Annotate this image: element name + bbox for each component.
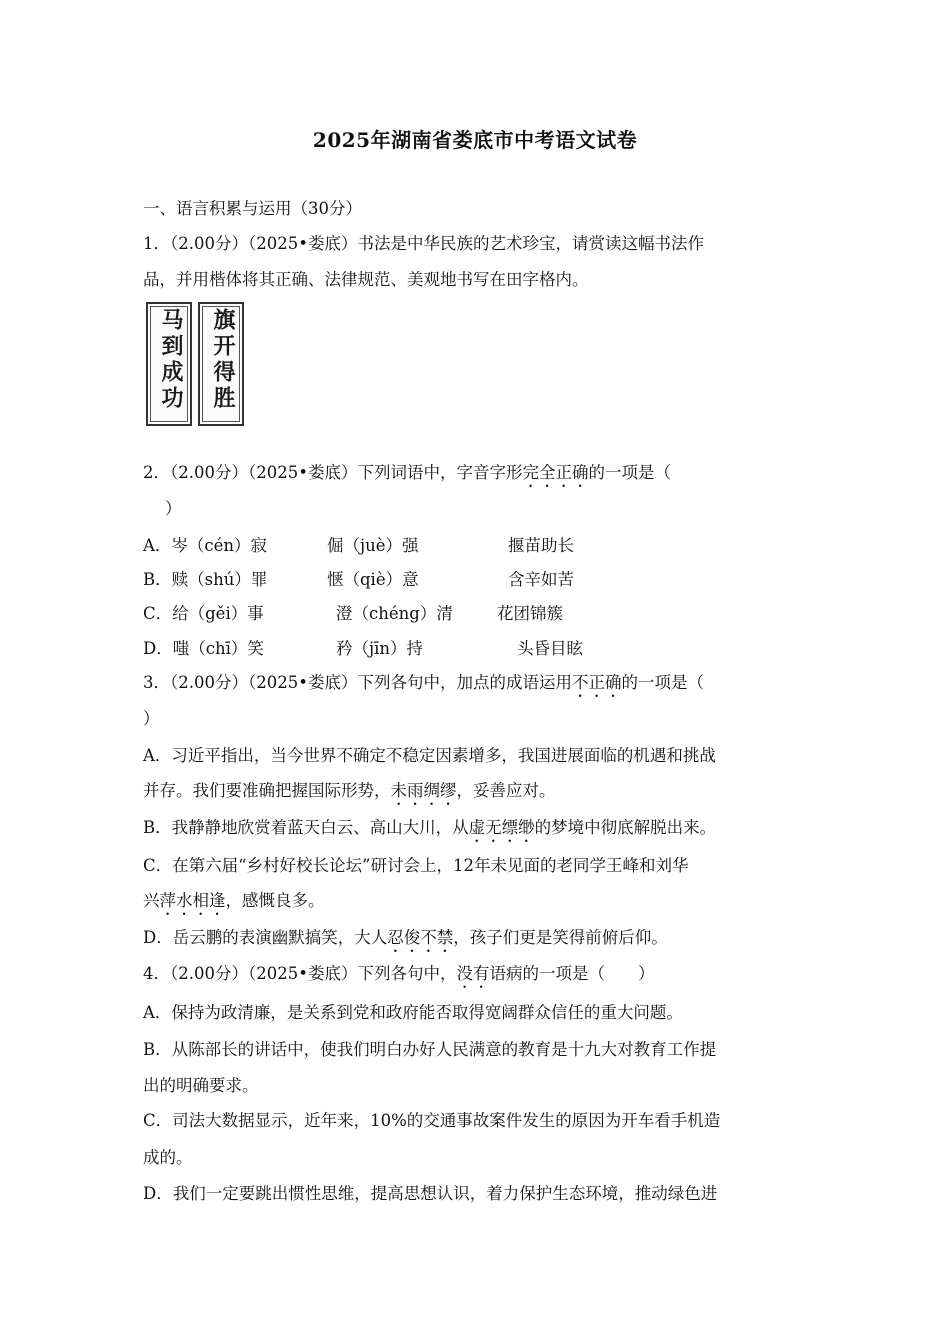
q2-line-1 [143,462,671,491]
q4-option-d-line-1: D．我们一定要跳出惯性思维，提高思想认识，着力保护生态环境，推动绿色进 [143,1184,718,1203]
q3-emphasis: 不正确 [571,673,622,692]
q4-option-c-line-1: C．司法大数据显示，近年来，10%的交通事故案件发生的原因为开车看手机造 [143,1111,721,1130]
q4-line-1 [143,963,654,992]
q3-b-text: B．我静静地欣赏着蓝天白云、高山大川，从 [143,818,469,837]
q3-stem-end: 的一项是（ [621,673,704,692]
q4-option-a: A．保持为政清廉，是关系到党和政府能否取得宽阔群众信任的重大问题。 [143,1003,683,1022]
q3-option-a-line-2 [143,780,556,809]
q3-b-text-end: 的梦境中彻底解脱出来。 [534,818,717,837]
q2-option-a-3: 揠苗助长 [508,536,574,555]
q2-option-b-2: 惬（qiè）意 [327,570,419,589]
q2-line-2: ） [165,499,182,518]
q3-a-text-end: ，妥善应对。 [456,781,556,800]
q4-option-c-line-2: 成的。 [143,1148,193,1167]
q3-option-c-line-1: C．在第六届“乡村好校长论坛”研讨会上，12年未见面的老同学王峰和刘华 [143,856,689,875]
section-heading: 一、语言积累与运用（30分） [143,199,362,218]
q3-option-a-line-1: A．习近平指出，当今世界不确定不稳定因素增多，我国进展面临的机遇和挑战 [143,746,716,765]
q2-option-d-2: 矜（jīn）持 [336,639,424,658]
q2-option-a-1: A．岑（cén）寂 [143,536,268,555]
page-title: 2025年湖南省娄底市中考语文试卷 [312,128,638,152]
q4-stem: 4．（2.00分）（2025•娄底）下列各句中， [143,964,457,983]
q3-line-1 [143,672,704,701]
calligraphy-right-text: 旗开得胜 [210,308,236,412]
q2-option-b-1: B．赎（shú）罪 [143,570,268,589]
q4-option-b-line-1: B．从陈部长的讲话中，使我们明白办好人民满意的教育是十九大对教育工作提 [143,1040,717,1059]
q3-stem: 3．（2.00分）（2025•娄底）下列各句中，加点的成语运用 [143,673,572,692]
q2-stem-end: 的一项是（ [588,463,671,482]
q4-stem-end: 语病的一项是（ ） [489,964,655,983]
q2-option-c-2: 澄（chéng）清 [336,604,453,623]
q1-line-2: 品，并用楷体将其正确、法律规范、美观地书写在田字格内。 [143,270,589,289]
q3-d-text: D．岳云鹏的表演幽默搞笑，大人 [143,928,388,947]
q2-option-a-2: 倔（juè）强 [327,536,419,555]
q2-option-c-3: 花团锦簇 [497,604,563,623]
q3-a-idiom: 未雨绸缪 [390,781,457,800]
q2-stem: 2．（2.00分）（2025•娄底）下列词语中，字音字形 [143,463,523,482]
q3-c-idiom: 萍水相逢 [159,891,226,910]
q3-d-idiom: 忍俊不禁 [387,928,454,947]
calligraphy-right [198,302,244,426]
q2-emphasis: 完全正确 [522,463,589,482]
q4-option-b-line-2: 出的明确要求。 [143,1076,259,1095]
q3-d-text-end: ，孩子们更是笑得前俯后仰。 [453,928,668,947]
q3-option-b [143,817,716,846]
q3-option-c-line-2 [143,890,325,919]
q3-b-idiom: 虚无缥缈 [468,818,535,837]
q2-option-b-3: 含辛如苦 [508,570,574,589]
q2-option-d-3: 头昏目眩 [517,639,583,658]
q2-option-c-1: C．给（gěi）事 [143,604,264,623]
q3-line-2: ） [143,709,160,728]
calligraphy-left [146,302,192,426]
q3-option-d [143,927,668,956]
q1-line-1: 1．（2.00分）（2025•娄底）书法是中华民族的艺术珍宝，请赏读这幅书法作 [143,234,704,253]
q4-emphasis: 没有 [456,964,490,983]
calligraphy-left-text: 马到成功 [158,308,184,412]
q3-c-text: 兴 [143,891,160,910]
q3-c-text-end: ，感慨良多。 [225,891,325,910]
q2-option-d-1: D．嗤（chī）笑 [143,639,264,658]
q3-a-text: 并存。我们要准确把握国际形势， [143,781,391,800]
